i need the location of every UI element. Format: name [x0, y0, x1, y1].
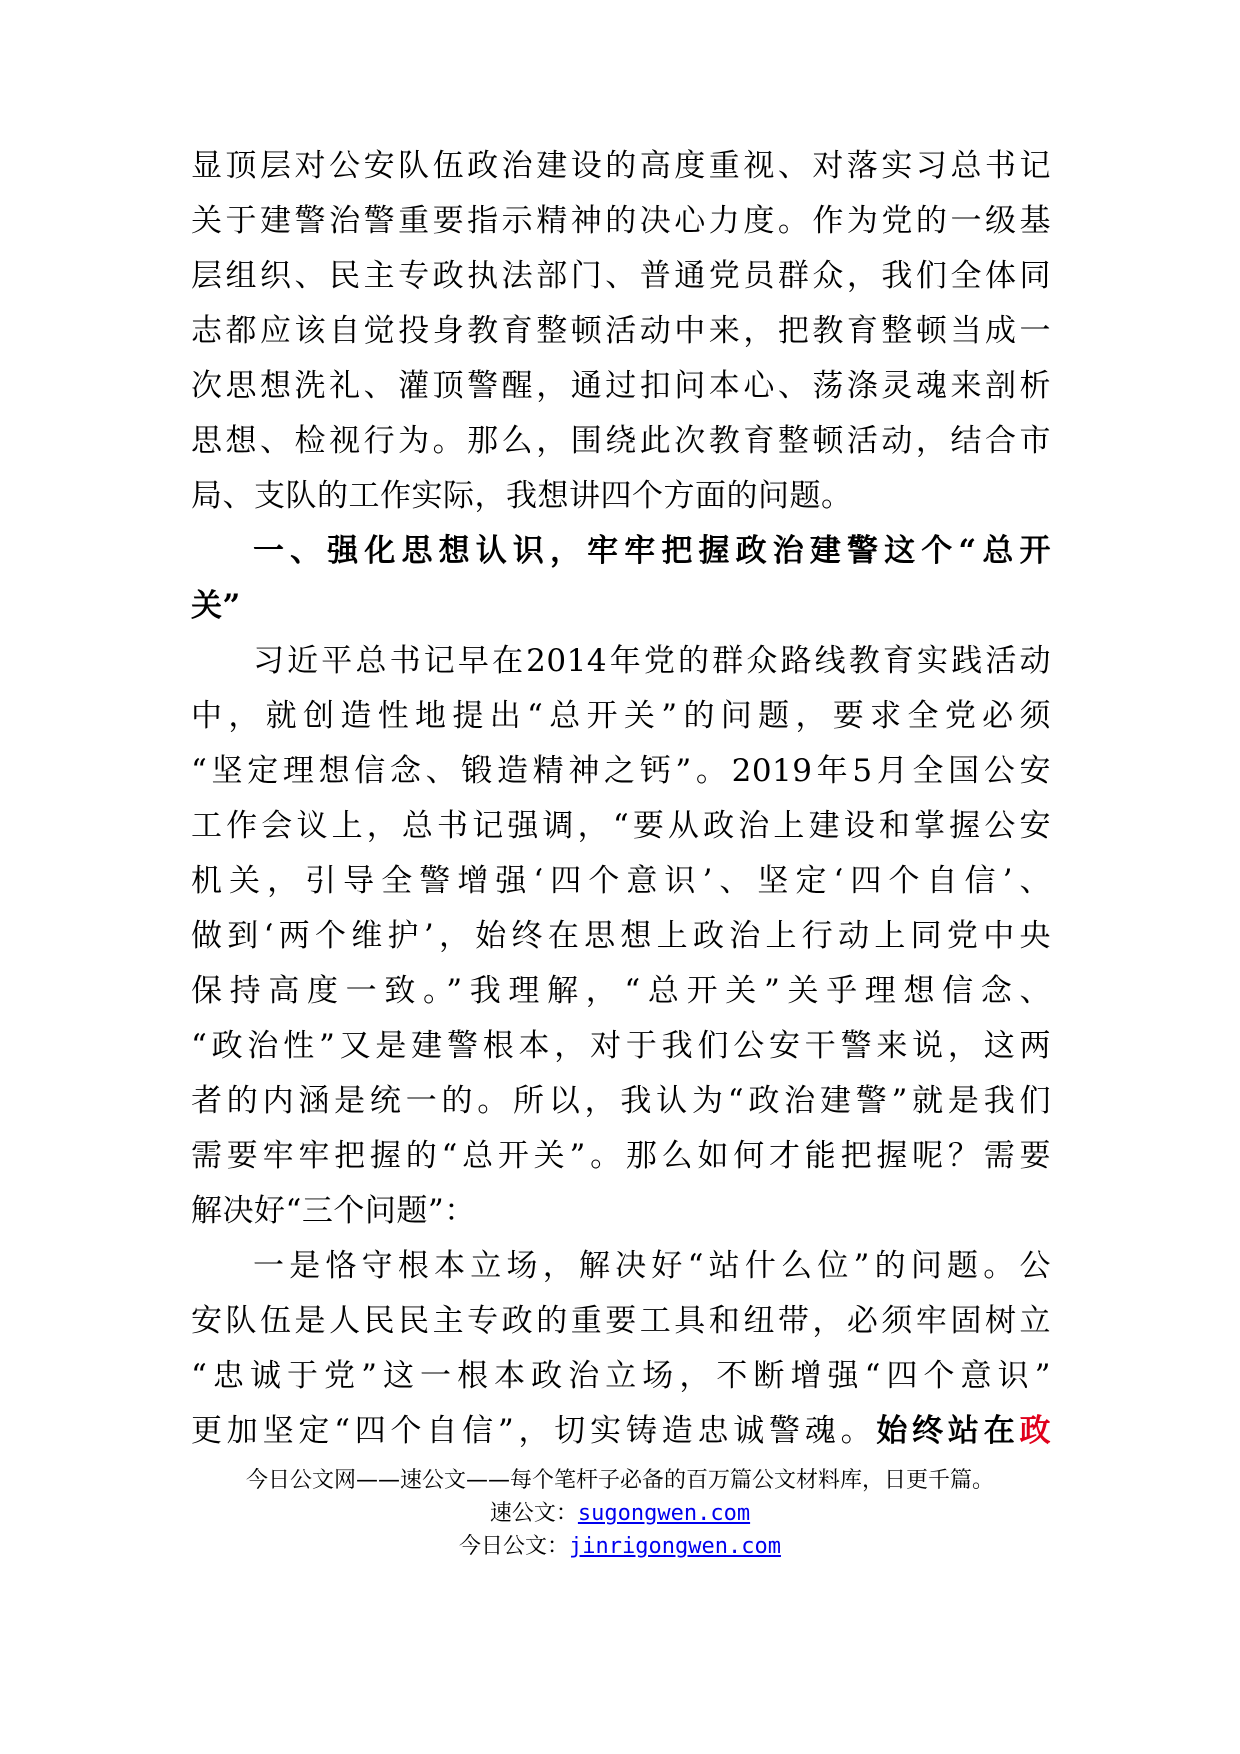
footer-line-jinrigongwen	[0, 1529, 1240, 1560]
body-line: “政治性”又是建警根本，对于我们公安干警来说，这两	[191, 1028, 1051, 1064]
body-line: 显顶层对公安队伍政治建设的高度重视、对落实习总书记	[191, 148, 1051, 184]
body-line: 安队伍是人民民主专政的重要工具和纽带，必须牢固树立	[191, 1303, 1051, 1339]
sugongwen-link[interactable]: sugongwen.com	[577, 1501, 751, 1526]
plain-text: 更加坚定“四个自信”，切实铸造忠诚警魂。	[191, 1413, 877, 1449]
body-line: 中，就创造性地提出“总开关”的问题，要求全党必须	[191, 698, 1051, 734]
body-line: 次思想洗礼、灌顶警醒，通过扣问本心、荡涤灵魂来剖析	[191, 368, 1051, 404]
body-line: 关于建警治警重要指示精神的决心力度。作为党的一级基	[191, 203, 1051, 239]
section-heading-continued: 关”	[191, 588, 241, 624]
body-line: 思想、检视行为。那么，围绕此次教育整顿活动，结合市	[191, 423, 1051, 459]
footer-line-sugongwen	[0, 1496, 1240, 1527]
body-line: 解决好“三个问题”：	[191, 1193, 476, 1229]
body-line: 需要牢牢把握的“总开关”。那么如何才能把握呢？需要	[191, 1138, 1051, 1174]
red-highlight-text: 政	[1019, 1413, 1051, 1449]
footer-label: 今日公文：	[459, 1534, 570, 1559]
body-line: 工作会议上，总书记强调，“要从政治上建设和掌握公安	[191, 808, 1051, 844]
paragraph-first-line: 习近平总书记早在2014年党的群众路线教育实践活动	[253, 643, 1051, 679]
body-line: “忠诚于党”这一根本政治立场，不断增强“四个意识”	[191, 1358, 1051, 1394]
footer-tagline: 今日公文网——速公文——每个笔杆子必备的百万篇公文材料库，日更千篇。	[245, 1468, 994, 1493]
body-line: 者的内涵是统一的。所以，我认为“政治建警”就是我们	[191, 1083, 1051, 1119]
footer-label: 速公文：	[489, 1501, 578, 1526]
paragraph-first-line: 一是恪守根本立场，解决好“站什么位”的问题。公	[253, 1248, 1051, 1284]
body-line: 做到‘两个维护’，始终在思想上政治上行动上同党中央	[191, 918, 1051, 954]
body-line: 局、支队的工作实际，我想讲四个方面的问题。	[191, 478, 853, 514]
section-heading: 一、强化思想认识，牢牢把握政治建警这个“总开	[253, 533, 1051, 569]
body-line: 层组织、民主专政执法部门、普通党员群众，我们全体同	[191, 258, 1051, 294]
body-line-mixed	[191, 1402, 1051, 1460]
body-line: “坚定理想信念、锻造精神之钙”。2019年5月全国公安	[191, 753, 1051, 789]
body-line: 志都应该自觉投身教育整顿活动中来，把教育整顿当成一	[191, 313, 1051, 349]
jinrigongwen-link[interactable]: jinrigongwen.com	[569, 1534, 781, 1559]
bold-text: 始终站在	[876, 1413, 1020, 1449]
body-line: 机关，引导全警增强‘四个意识’、坚定‘四个自信’、	[191, 863, 1051, 899]
body-line: 保持高度一致。”我理解，“总开关”关乎理想信念、	[191, 973, 1051, 1009]
